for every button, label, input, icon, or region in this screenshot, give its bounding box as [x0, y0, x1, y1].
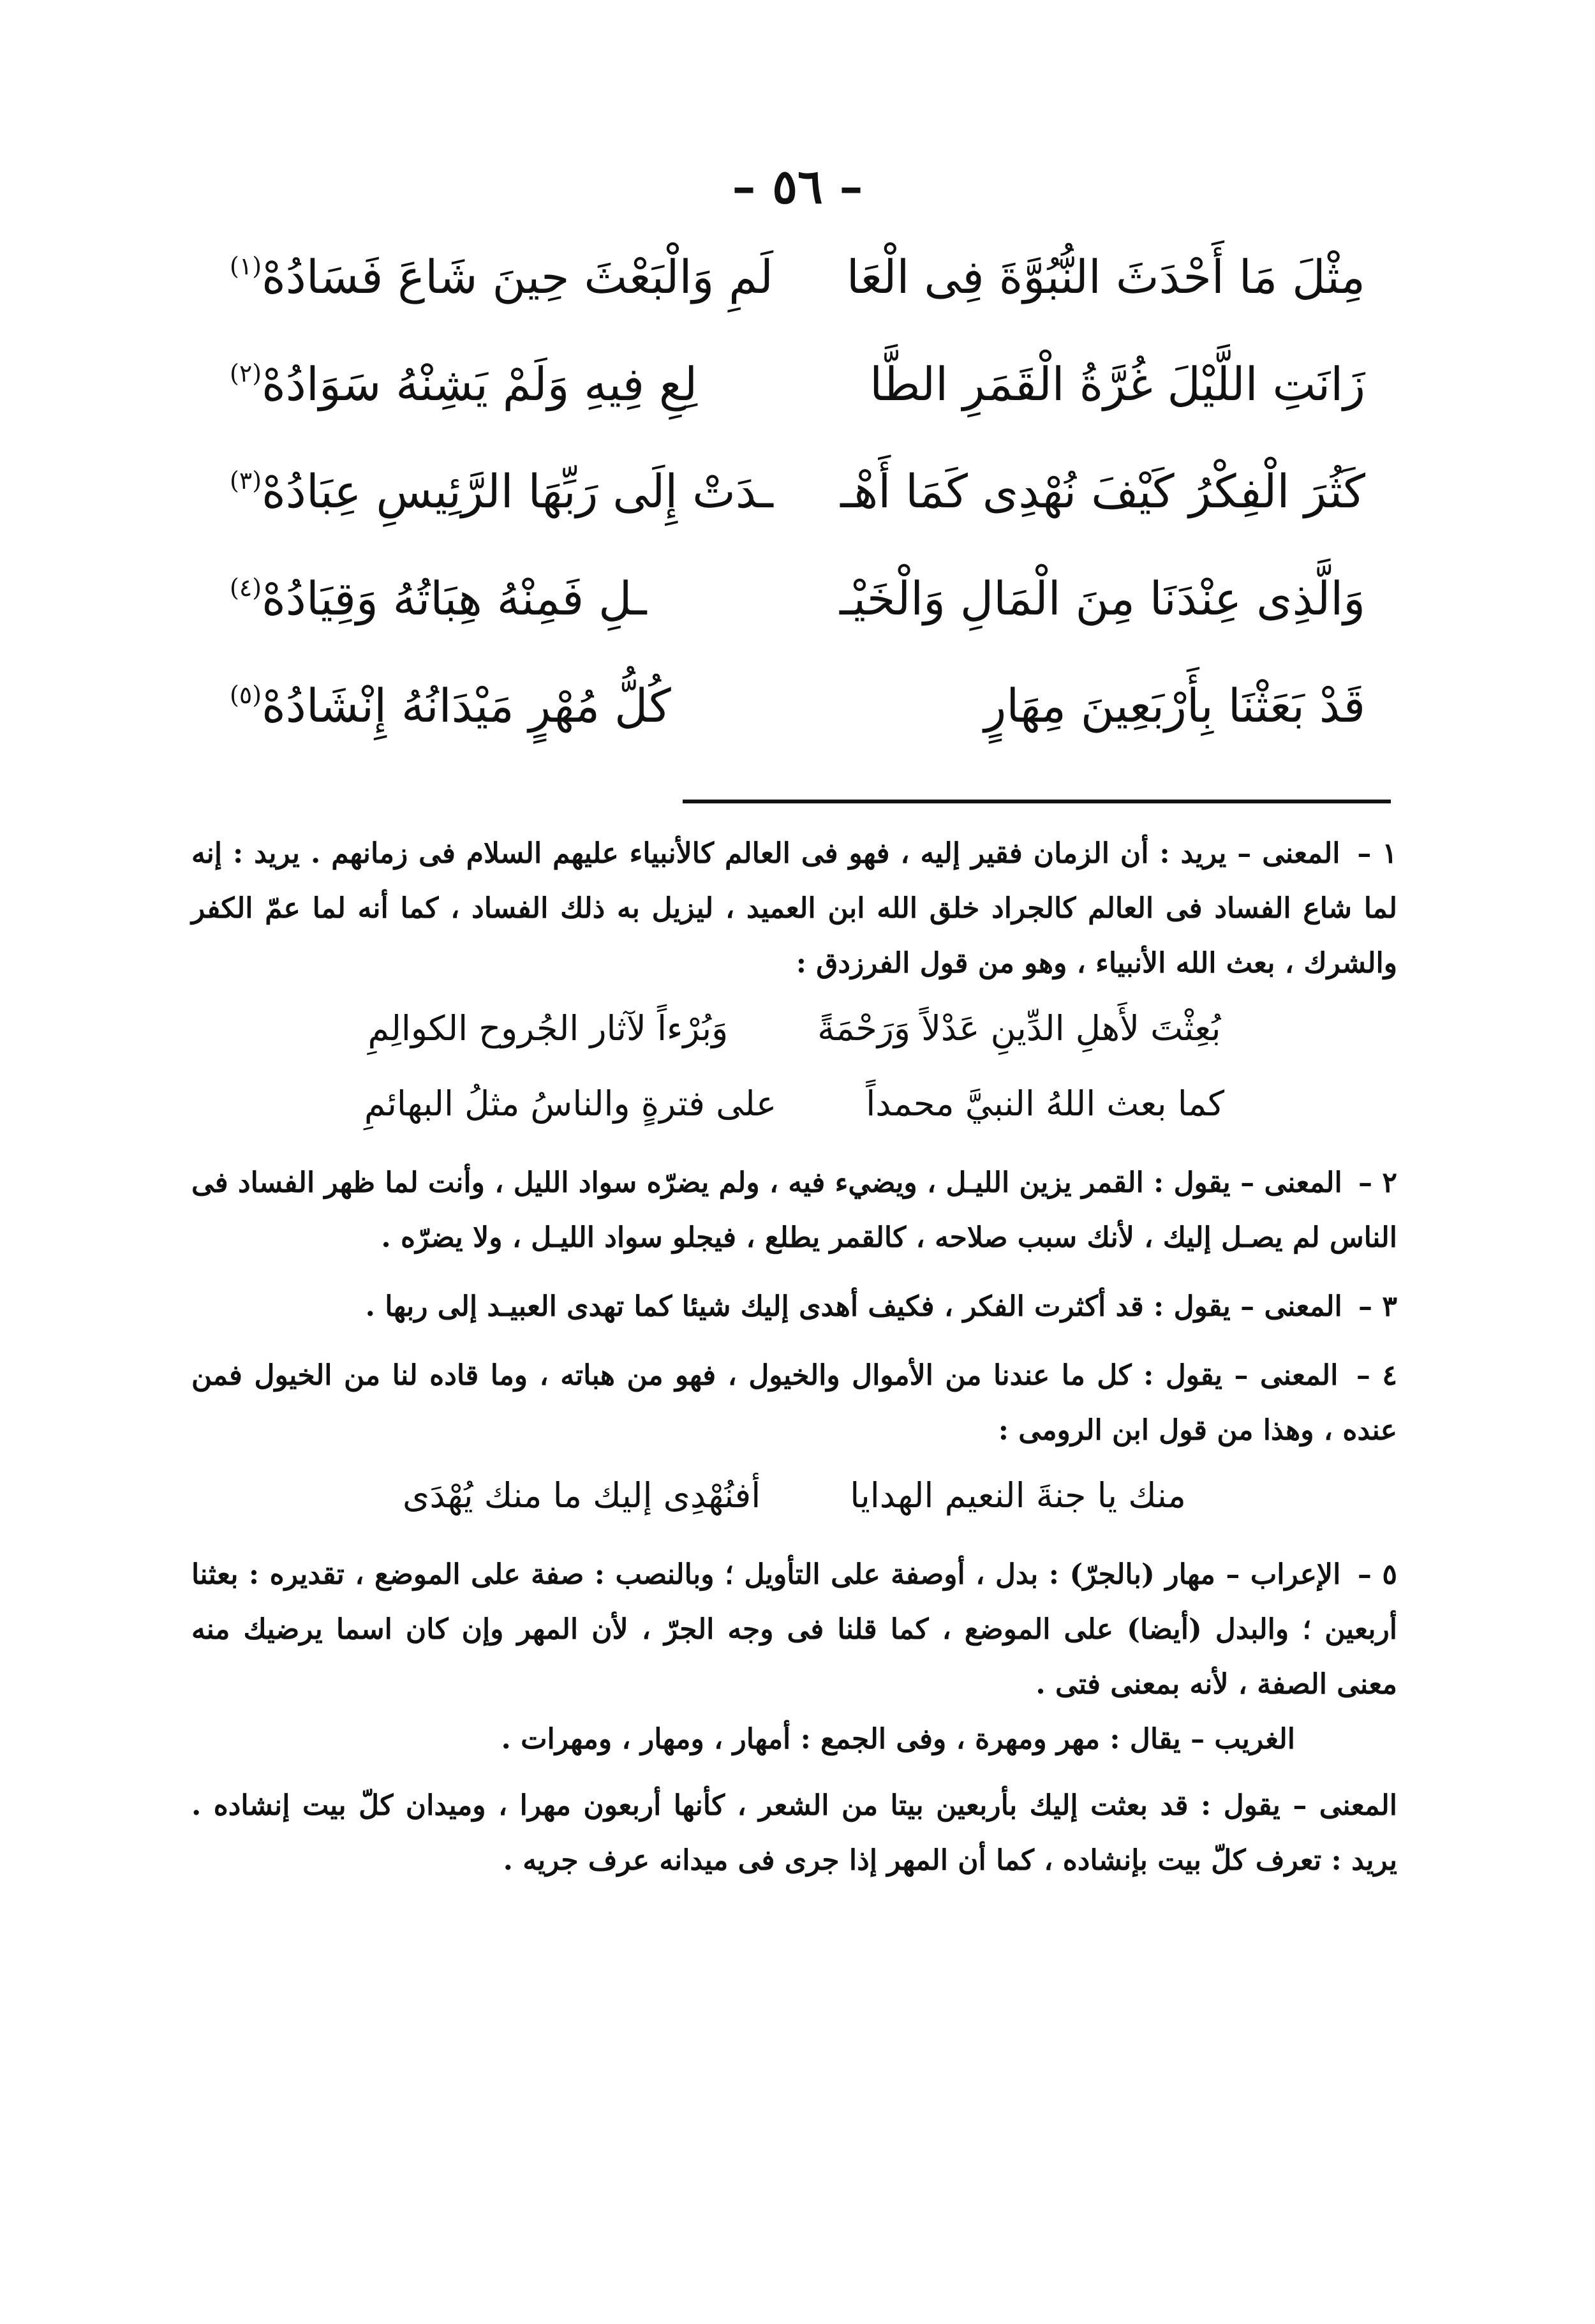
footnote-4 [191, 1348, 1397, 1533]
footnotes [191, 826, 1397, 1902]
hemistich-text: لَمِ وَالْبَعْثَ حِينَ شَاعَ فَسَادُهْ [262, 250, 773, 304]
footnote-number: ٣ – [1358, 1290, 1397, 1323]
footnote-marker: (٤) [230, 574, 262, 602]
first-hemistich: وَالَّذِى عِنْدَنَا مِنَ الْمَالِ وَالْخَيْـ [839, 572, 1365, 625]
footnote-text: المعنى – يريد : أن الزمان فقير إليه ، فهو فى العالم كالأنبياء عليهم السلام فى زمانهم . يريد : إنه لما شاع الفساد فى العالم كالجراد خلق الله ابن العميد ، ليزيل به ذلك الفساد ، كما أنه لما عمّ الكفر والشرك ، بعث الله الأنبياء ، وهو من قول الفرزدق : [191, 837, 1397, 980]
hemistich-text: ـدَتْ إِلَى رَبِّهَا الرَّئِيسِ عِبَادُهْ [262, 465, 773, 518]
quoted-first-hemistich: منك يا جنةَ النعيم الهدايا [850, 1475, 1186, 1516]
second-hemistich [230, 679, 671, 733]
second-hemistich [230, 465, 773, 518]
second-hemistich [230, 250, 773, 304]
hemistich-text: لِعِ فِيهِ وَلَمْ يَشِنْهُ سَوَادُهْ [262, 357, 698, 411]
second-hemistich [230, 572, 647, 625]
footnote-number: ١ – [1357, 837, 1397, 870]
footnote-text: الإعراب – مهار (بالجرّ) : بدل ، أوصفة على التأويل ؛ وبالنصب : صفة على الموضع ، تقديره : بعثنا أربعين ؛ والبدل (أيضا) على الموضع ، كما قلنا فى وجه الجرّ ، لأن المهر وإن كان اسما يرضيك منه معنى الصفة ، لأنه بمعنى فتى . [191, 1558, 1397, 1701]
footnote-marker: (١) [230, 252, 262, 280]
quoted-second-hemistich: وَبُرْءاً لآثار الجُروح الكوالِمِ [367, 1008, 729, 1048]
poem [230, 223, 1365, 759]
verse-line [230, 652, 1365, 759]
footnote-text: المعنى – يقول : كل ما عندنا من الأموال والخيول ، فهو من هباته ، وما قاده لنا من الخيول فمن عنده ، وهذا من قول ابن الرومى : [191, 1359, 1397, 1447]
footnote-5 [191, 1547, 1397, 1888]
footnote-marker: (٣) [230, 466, 262, 495]
verse-line [230, 331, 1365, 438]
footnote-number: ٢ – [1358, 1166, 1397, 1199]
footnote-number: ٥ – [1357, 1558, 1397, 1591]
maana-note: المعنى – يقول : قد بعثت إليك بأربعين بيتا من الشعر ، كأنها أربعون مهرا ، وميدان كلّ بيت إنشاده . يريد : تعرف كلّ بيت بإنشاده ، كما أن المهر إذا جرى فى ميدانه عرف جريه . [191, 1789, 1398, 1877]
gharib-note: الغريب – يقال : مهر ومهرة ، وفى الجمع : أمهار ، ومهار ، ومهرات . [501, 1723, 1295, 1755]
footnote-marker: (٥) [230, 681, 262, 709]
first-hemistich: قَدْ بَعَثْنَا بِأَرْبَعِينَ مِهَارٍ [984, 679, 1365, 733]
footnote-marker: (٢) [230, 359, 262, 387]
footnote-3 [191, 1279, 1397, 1334]
quoted-verse [191, 1458, 1397, 1533]
second-hemistich [230, 357, 698, 411]
page-number: – ٥٦ – [732, 160, 863, 214]
hemistich-text: ـلِ فَمِنْهُ هِبَاتُهُ وَقِيَادُهْ [262, 572, 647, 625]
quoted-second-hemistich: أفنُهْدِى إليك ما منك يُهْدَى [403, 1475, 761, 1516]
hemistich-text: كُلُّ مُهْرٍ مَيْدَانُهُ إِنْشَادُهْ [262, 679, 671, 733]
footnote-1 [191, 826, 1397, 1142]
first-hemistich: كَثُرَ الْفِكْرُ كَيْفَ نُهْدِى كَمَا أَهْـ [840, 465, 1365, 518]
footnote-text: المعنى – يقول : قد أكثرت الفكر ، فكيف أهدى إليك شيئا كما تهدى العبيـد إلى ربها . [365, 1290, 1342, 1323]
verse-line [230, 545, 1365, 652]
quoted-second-hemistich: على فترةٍ والناسُ مثلُ البهائمِ [364, 1084, 777, 1124]
quoted-first-hemistich: كما بعث اللهُ النبيَّ محمداً [866, 1084, 1225, 1124]
quoted-verse [191, 1066, 1397, 1142]
footnote-separator [683, 800, 1391, 803]
first-hemistich: مِثْلَ مَا أَحْدَثَ النُّبُوَّةَ فِى الْعَا [846, 250, 1365, 304]
footnote-2 [191, 1156, 1397, 1265]
footnote-text: المعنى – يقول : القمر يزين الليـل ، ويضيء فيه ، ولم يضرّه سواد الليل ، وأنت لما ظهر الفساد فى الناس لم يصـل إليك ، لأنك سبب صلاحه ، كالقمر يطلع ، فيجلو سواد الليـل ، ولا يضرّه . [191, 1166, 1397, 1254]
verse-line [230, 223, 1365, 331]
footnote-number: ٤ – [1356, 1359, 1397, 1392]
verse-line [230, 438, 1365, 545]
quoted-verse [191, 991, 1397, 1066]
quoted-first-hemistich: بُعِثْتَ لأَهلِ الدِّينِ عَدْلاً وَرَحْمَةً [817, 1008, 1221, 1048]
first-hemistich: زَانَتِ اللَّيْلَ غُرَّةُ الْقَمَرِ الطَّا [870, 357, 1365, 411]
